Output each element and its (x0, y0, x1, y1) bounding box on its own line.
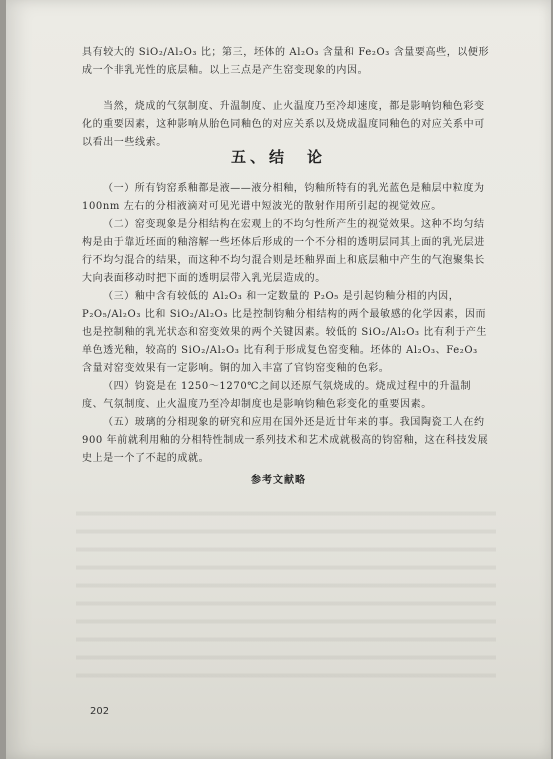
conclusion-3: （三）釉中含有较低的 Al₂O₃ 和一定数量的 P₂O₅ 是引起钧釉分相的内因，P₂O₅/Al₂O₃ 比和 SiO₂/Al₂O₃ 比是控制钧釉分相结构的两个最敏感的化学因素，因而也是控制釉的乳光状态和窑变效果的两个关键因素。较低的 SiO₂/Al₂O₃ 比有利于产生单色透光釉，较高的 SiO₂/Al₂O₃ 比有利于形成复色窑变釉。坯体的 Al₂O₃、Fe₂O₃ 含量对窑变效果有一定影响。铜的加入丰富了官钧窑变釉的色彩。 (82, 291, 488, 374)
references-heading: 参考文献略 (251, 475, 306, 486)
conclusion-4: （四）钧瓷是在 1250～1270℃之间以还原气氛烧成的。烧成过程中的升温制度、气氛制度、止火温度乃至冷却制度也是影响钧釉色彩变化的重要因素。 (82, 381, 472, 410)
paragraph-intro-2: 当然，烧成的气氛制度、升温制度、止火温度乃至冷却速度，都是影响钧釉色彩变化的重要因素，这种影响从胎色同釉色的对应关系以及烧成温度同釉色的对应关系中可以看出一些线索。 (82, 101, 485, 148)
conclusion-1: （一）所有钧窑系釉都是液——液分相釉，钧釉所特有的乳光蓝色是釉层中粒度为 100nm 左右的分相液滴对可见光谱中短波光的散射作用所引起的视觉效应。 (82, 183, 485, 212)
intro-text (82, 44, 492, 80)
show-through-texture (76, 500, 496, 690)
book-page (6, 0, 551, 759)
section-heading: 五、结 论 (230, 148, 326, 166)
conclusion-5: （五）玻璃的分相现象的研究和应用在国外还是近廿年来的事。我国陶瓷工人在约 900 年前就利用釉的分相特性制成一系列技术和艺术成就极高的钧窑釉，这在科技发展史上是一个了不起的成就。 (82, 417, 489, 464)
intro-text-2 (82, 98, 492, 152)
conclusion-2: （二）窑变现象是分相结构在宏观上的不均匀性所产生的视觉效果。这种不均匀结构是由于靠近坯面的釉溶解一些坯体后形成的一个不分相的透明层同其上面的乳光层进行不均匀混合的结果，而这种不均匀混合则是坯釉界面上和底层釉中产生的气泡聚集长大向表面移动时把下面的透明层带入乳光层造成的。 (82, 219, 485, 284)
conclusions-list (82, 180, 492, 468)
page-number: 202 (90, 706, 110, 717)
paragraph-intro-1: 具有较大的 SiO₂/Al₂O₃ 比；第三，坯体的 Al₂O₃ 含量和 Fe₂O₃ 含量要高些，以便形成一个非乳光性的底层釉。以上三点是产生窑变现象的内因。 (82, 47, 490, 76)
